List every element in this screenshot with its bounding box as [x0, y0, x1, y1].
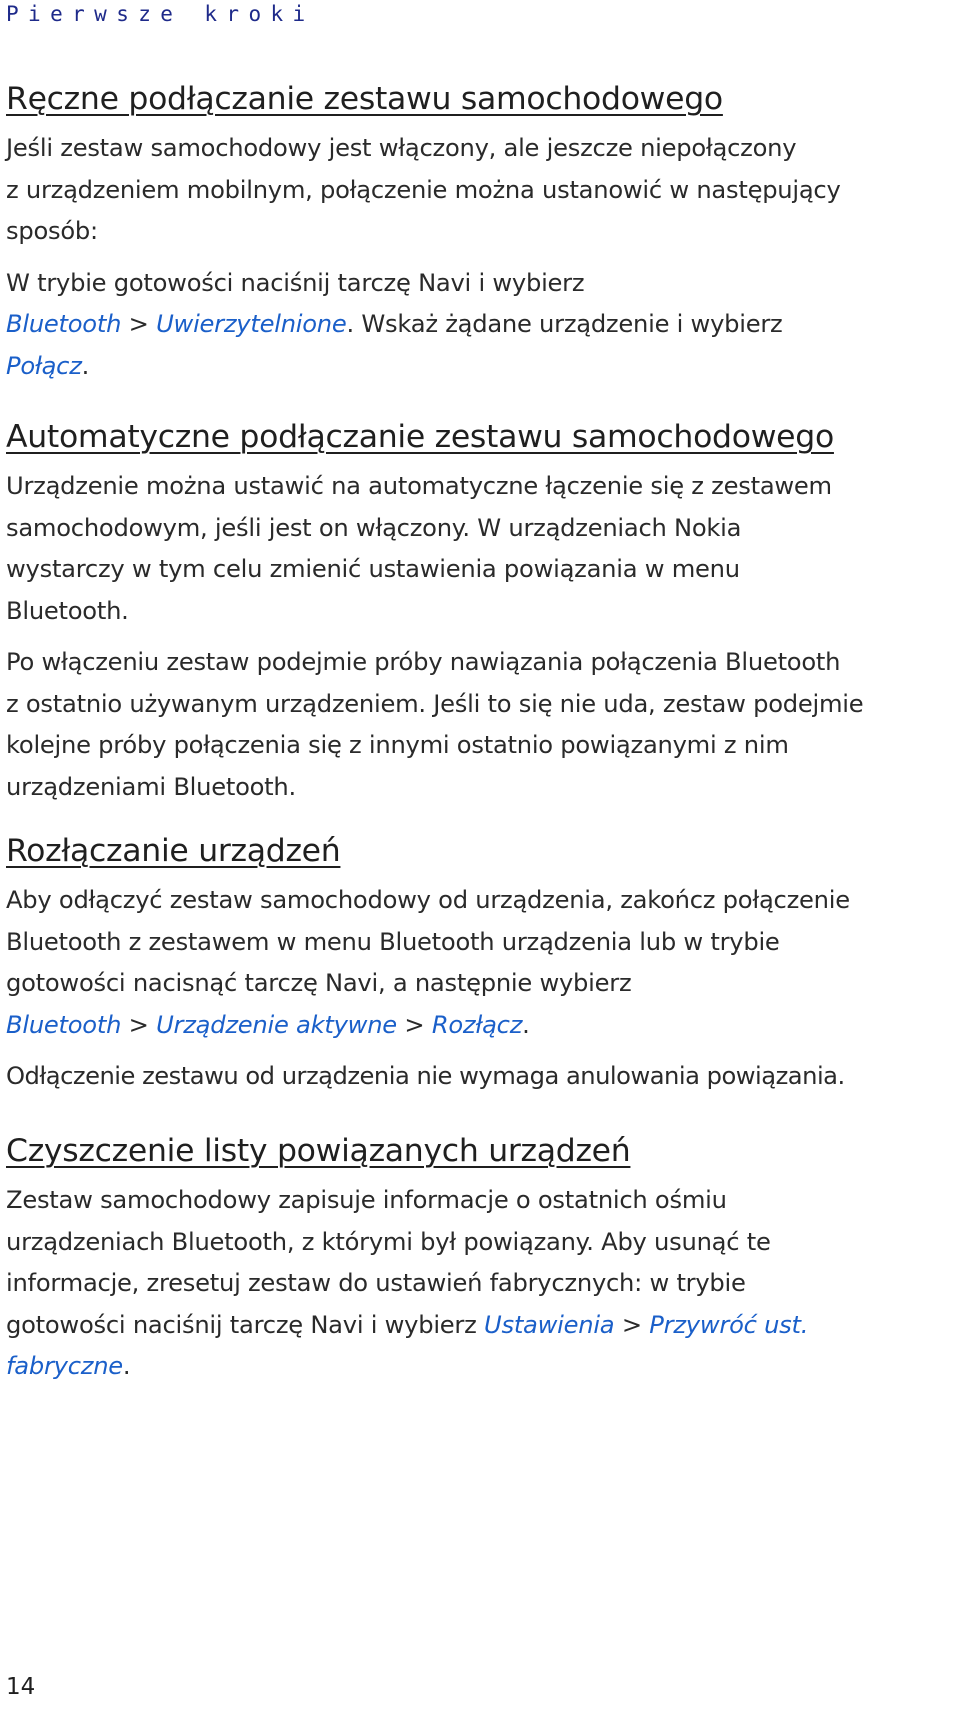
text-line: W trybie gotowości naciśnij tarczę Navi i wybierz — [6, 268, 585, 297]
menu-separator: > — [121, 1010, 157, 1039]
text-line — [6, 1305, 956, 1347]
text-line: samochodowym, jeśli jest on włączony. W urządzeniach Nokia — [6, 513, 742, 542]
text-line — [6, 346, 956, 388]
paragraph — [6, 263, 956, 388]
section-automatic-connect — [6, 414, 956, 808]
text-run: . Wskaż żądane urządzenie i wybierz — [346, 310, 783, 338]
text-line: sposób: — [6, 217, 98, 245]
text-run: . — [522, 1010, 530, 1039]
text-line — [6, 304, 956, 346]
text-line: urządzeniach Bluetooth, z którymi był powiązany. Aby usunąć te — [6, 1227, 771, 1256]
text-line: gotowości nacisnąć tarczę Navi, a następnie wybierz — [6, 969, 632, 997]
menu-path-restore-settings: Przywróć ust. — [649, 1310, 809, 1339]
text-line: wystarczy w tym celu zmienić ustawienia powiązania w menu — [6, 555, 740, 583]
menu-path-connect: Połącz — [6, 351, 82, 380]
paragraph — [6, 880, 956, 1046]
paragraph — [6, 1056, 956, 1098]
text-run: . — [81, 351, 90, 380]
text-line: Odłączenie zestawu od urządzenia nie wymaga anulowania powiązania. — [6, 1062, 845, 1090]
text-line: Zestaw samochodowy zapisuje informacje o ostatnich ośmiu — [6, 1186, 727, 1214]
paragraph — [6, 128, 956, 253]
menu-path-bluetooth: Bluetooth — [6, 1010, 122, 1039]
menu-path-bluetooth: Bluetooth — [6, 310, 122, 338]
section-heading: Automatyczne podłączanie zestawu samochodowego — [6, 419, 834, 455]
menu-path-active-device: Urządzenie aktywne — [156, 1010, 397, 1039]
text-run: . — [122, 1352, 131, 1380]
paragraph — [6, 1180, 956, 1388]
text-line: Bluetooth. — [6, 596, 129, 625]
section-disconnect — [6, 828, 956, 1098]
text-line: z ostatnio używanym urządzeniem. Jeśli to się nie uda, zestaw podejmie — [6, 689, 864, 718]
menu-path-settings: Ustawienia — [484, 1310, 615, 1339]
text-line: Jeśli zestaw samochodowy jest włączony, ale jeszcze niepołączony — [6, 134, 797, 162]
menu-path-restore-settings-cont: fabryczne — [6, 1352, 123, 1380]
menu-separator: > — [614, 1310, 650, 1339]
section-clear-list — [6, 1128, 956, 1388]
section-heading: Czyszczenie listy powiązanych urządzeń — [6, 1133, 631, 1169]
menu-separator: > — [396, 1010, 432, 1039]
text-line: Po włączeniu zestaw podejmie próby nawiązania połączenia Bluetooth — [6, 648, 841, 676]
section-heading: Ręczne podłączanie zestawu samochodowego — [6, 81, 723, 117]
text-line: urządzeniami Bluetooth. — [6, 772, 296, 801]
text-line — [6, 1346, 956, 1388]
menu-path-disconnect: Rozłącz — [431, 1010, 523, 1039]
text-line: kolejne próby połączenia się z innymi ostatnio powiązanymi z nim — [6, 731, 789, 759]
text-line: z urządzeniem mobilnym, połączenie można ustanowić w następujący — [6, 175, 841, 204]
text-line: Aby odłączyć zestaw samochodowy od urządzenia, zakończ połączenie — [6, 886, 850, 914]
menu-path-authenticated: Uwierzytelnione — [156, 310, 347, 338]
text-line: Urządzenie można ustawić na automatyczne łączenie się z zestawem — [6, 472, 832, 500]
text-line — [6, 1005, 956, 1047]
section-manual-connect — [6, 76, 956, 387]
paragraph — [6, 642, 956, 808]
section-heading: Rozłączanie urządzeń — [6, 833, 341, 869]
text-run: gotowości naciśnij tarczę Navi i wybierz — [6, 1310, 485, 1339]
text-line: Bluetooth z zestawem w menu Bluetooth urządzenia lub w trybie — [6, 927, 780, 956]
page-number: 14 — [6, 1674, 36, 1700]
paragraph — [6, 466, 956, 632]
running-header: Pierwsze kroki — [6, 2, 315, 26]
text-line: informacje, zresetuj zestaw do ustawień fabrycznych: w trybie — [6, 1269, 746, 1297]
menu-separator: > — [121, 310, 157, 338]
